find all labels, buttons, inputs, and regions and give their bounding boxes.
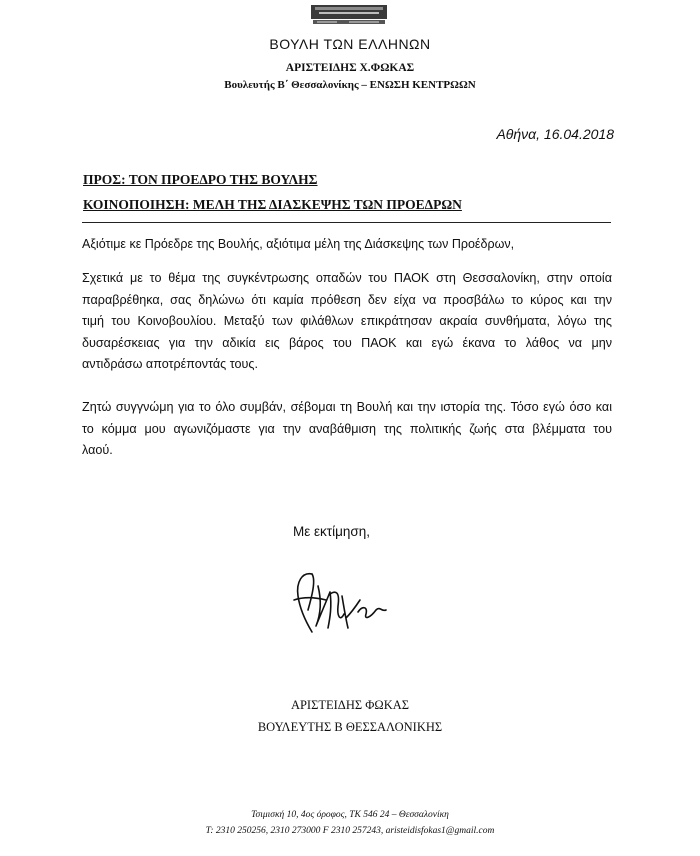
paragraph-line: αντιδράσω αποτρέποντάς τους. [82,357,258,371]
mp-name: ΑΡΙΣΤΕΙΔΗΣ Χ.ΦΩΚΑΣ [285,62,415,74]
footer-address: Τσιμισκή 10, 4ος όροφος, ΤΚ 546 24 – Θεσσαλονίκη [251,810,449,820]
handwritten-signature [282,566,394,640]
footer-contact: Τ: 2310 250256, 2310 273000 F 2310 257243, aristeidisfokas1@gmail.com [205,826,495,836]
paragraph-line: παραβρέθηκα, σας δηλώνω ότι καμία πρόθεση δεν είχα να προσβάλω το κύρος και την [82,292,612,307]
recipient-cc: ΚΟΙΝΟΠΟΙΗΣΗ: ΜΕΛΗ ΤΗΣ ΔΙΑΣΚΕΨΗΣ ΤΩΝ ΠΡΟΕΔΡΩΝ [83,197,462,212]
letter-date: Αθήνα, 16.04.2018 [496,126,614,142]
paragraph-line: το κόμμα μου αγωνιζόμαστε για την αναβάθμιση της πολιτικής ζωής στα βλέμματα του [82,421,612,436]
divider [82,222,611,223]
institution-name: ΒΟΥΛΗ ΤΩΝ ΕΛΛΗΝΩΝ [269,36,431,52]
recipient-to: ΠΡΟΣ: ΤΟΝ ΠΡΟΕΔΡΟ ΤΗΣ ΒΟΥΛΗΣ [83,172,318,187]
paragraph-1 [82,268,612,376]
paragraph-line: Ζητώ συγγνώμη για το όλο συμβάν, σέβομαι τη Βουλή και την ιστορία της. Τόσο εγώ όσο και [82,400,612,414]
paragraph-line: δυσαρέσκειας για την αδικία εις βάρος του ΠΑΟΚ και εγώ έκανα το λάθος να μην [82,335,612,350]
paragraph-line: τιμή του Κοινοβουλίου. Μεταξύ των φιλάθλων επικράτησαν ακραία συνθήματα, λόγω της [82,314,612,328]
signatory-name: ΑΡΙΣΤΕΙΔΗΣ ΦΩΚΑΣ [290,698,410,712]
paragraph-2 [82,397,612,462]
paragraph-line: λαού. [82,443,113,457]
greeting: Αξιότιμε κε Πρόεδρε της Βουλής, αξιότιμα μέλη της Διάσκεψης των Προέδρων, [82,237,515,251]
paragraph-line: Σχετικά με το θέμα της συγκέντρωσης οπαδών του ΠΑΟΚ στη Θεσσαλονίκη, στην οποία [82,271,612,285]
closing-salutation: Με εκτίμηση, [293,524,370,539]
signatory-title: ΒΟΥΛΕΥΤΗΣ Β ΘΕΣΣΑΛΟΝΙΚΗΣ [257,720,443,734]
mp-role: Βουλευτής Β΄ Θεσσαλονίκης – ΕΝΩΣΗ ΚΕΝΤΡΩΩΝ [224,79,476,91]
parliament-emblem-icon [309,4,389,26]
